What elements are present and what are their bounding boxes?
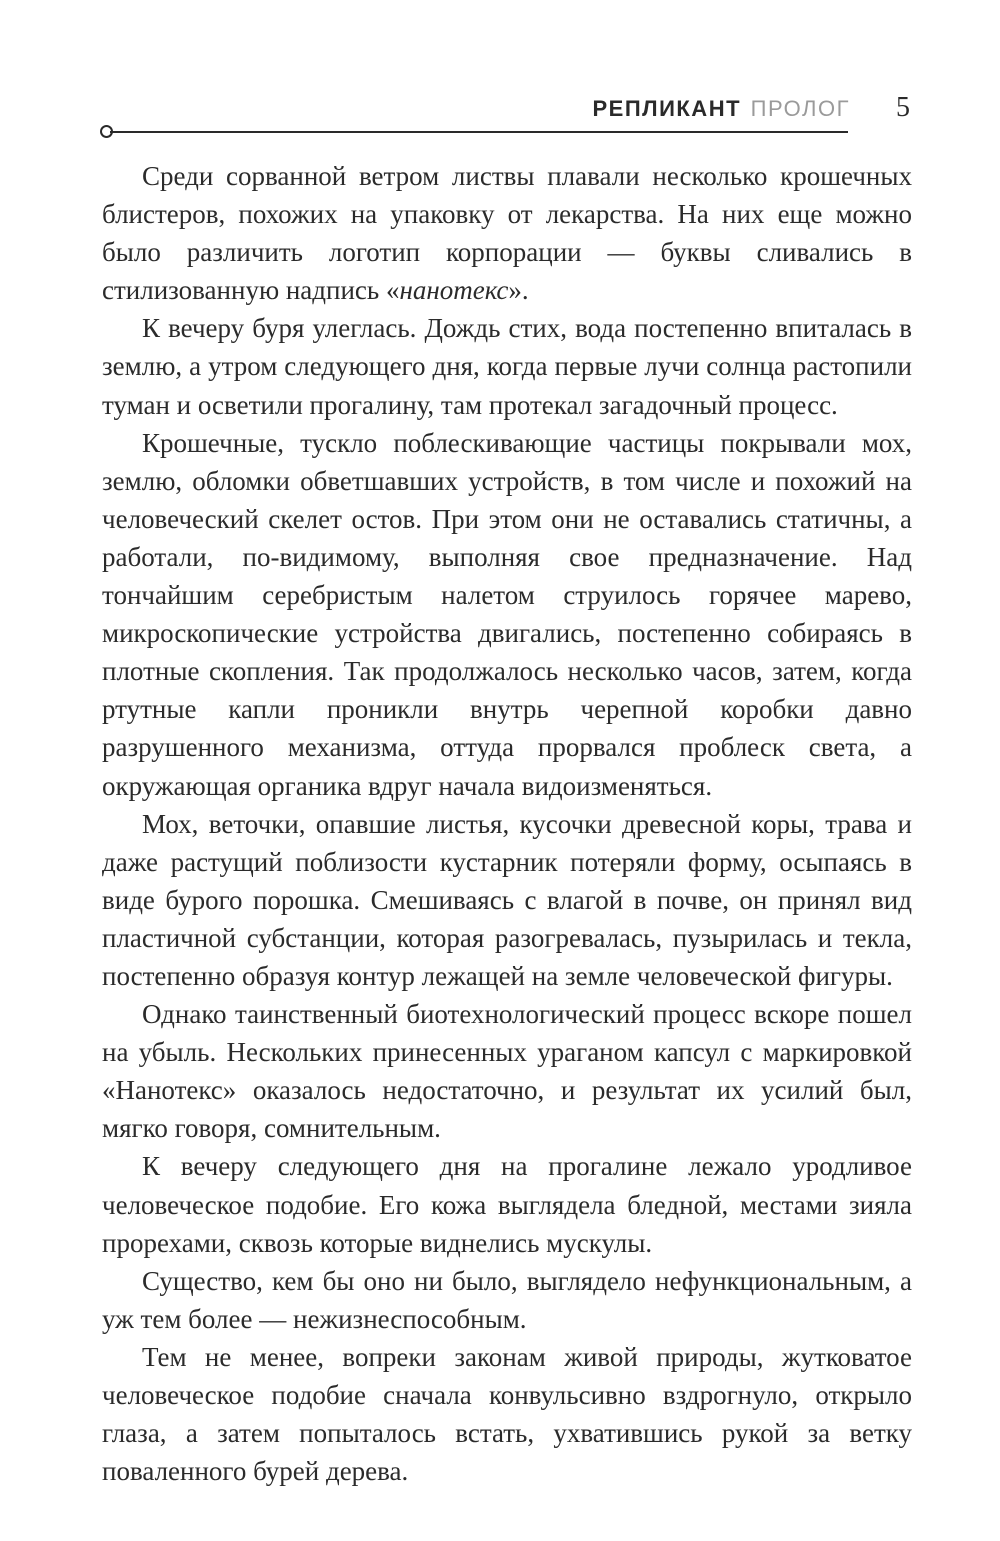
chapter-title: ПРОЛОГ: [750, 96, 850, 121]
paragraph-2: К вечеру буря улеглась. Дождь стих, вода постепенно впиталась в землю, а утром следующего дня, когда первые лучи солнца растопили туман и осветили прогалину, там протекал загадочный процесс.: [102, 313, 912, 420]
paragraph-3: Крошечные, тускло поблескивающие частицы покрывали мох, землю, обломки обветшавших устройств, в том числе и похожий на человеческий скелет остов. При этом они не оставались статичны, а работали, по-видимому, выполняя свое предназначение. Над тончайшим серебристым налетом струилось горячее марево, микроскопические устройства двигались, постепенно собираясь в плотные скопления. Так продолжалось несколько часов, затем, когда ртутные капли проникли внутрь черепной коробки давно разрушенного механизма, оттуда прорвался проблеск света, а окружающая органика вдруг начала видоизменяться.: [102, 427, 912, 801]
paragraph-4: Мох, веточки, опавшие листья, кусочки древесной коры, трава и даже растущий поблизости кустарник потеряли форму, осыпаясь в виде бурого порошка. Смешиваясь с влагой в почве, он принял вид пластичной субстанции, которая разогревалась, пузырилась и текла, постепенно образуя контур лежащей на земле человеческой фигуры.: [102, 808, 912, 991]
running-head: [592, 96, 850, 122]
paragraph-8: Тем не менее, вопреки законам живой природы, жутковатое человеческое подобие сначала конвульсивно вздрогнуло, открыло глаза, а затем попыталось встать, ухватившись рукой за ветку поваленного бурей дерева.: [102, 1341, 912, 1487]
italic-brand-name: нанотекс: [399, 275, 509, 306]
page-number: 5: [896, 92, 910, 123]
paragraph-7: Существо, кем бы оно ни было, выглядело нефункциональным, а уж тем более — нежизнеспособным.: [102, 1265, 912, 1334]
paragraph-1: [102, 157, 912, 309]
body-text: [102, 157, 912, 1490]
paragraph-6: К вечеру следующего дня на прогалине лежало уродливое человеческое подобие. Его кожа выглядела бледной, местами зияла прорехами, сквозь которые виднелись мускулы.: [102, 1151, 912, 1258]
header-rule: [110, 131, 848, 133]
paragraph-1-end: ».: [508, 275, 529, 306]
book-title: РЕПЛИКАНТ: [592, 96, 742, 121]
paragraph-5: Однако таинственный биотехнологический процесс вскоре пошел на убыль. Нескольких принесенных ураганом капсул с маркировкой «Нанотекс» оказалось недостаточно, и результат их усилий был, мягко говоря, сомнительным.: [102, 999, 912, 1144]
paragraph-1-text: Среди сорванной ветром листвы плавали несколько крошечных блистеров, похожих на упаковку от лекарства. На них еще можно было различить логотип корпорации — буквы сливались в стилизованную надпись «: [102, 161, 912, 306]
